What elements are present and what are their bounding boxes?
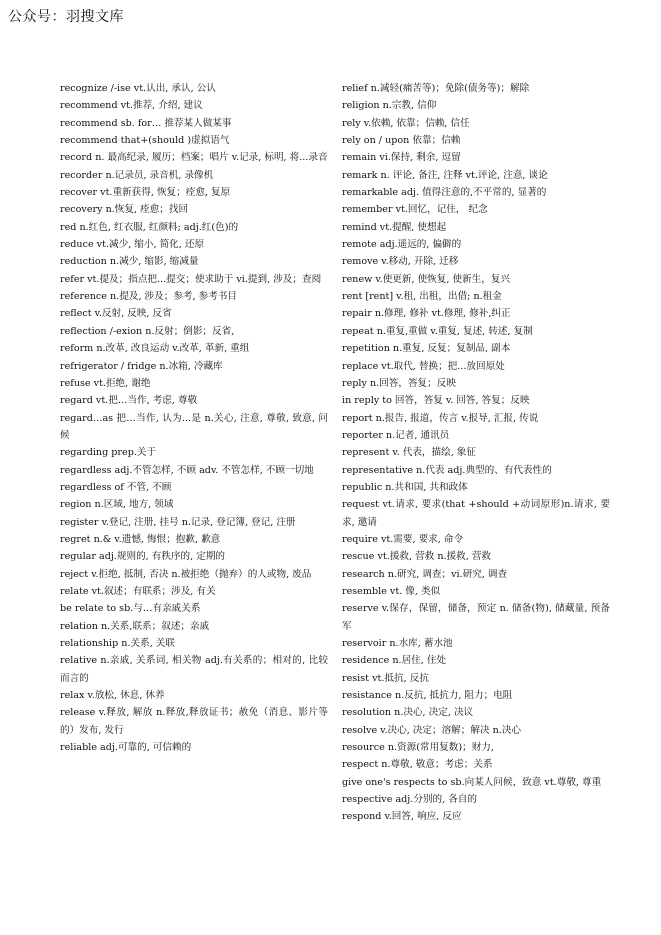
vocab-entry: regard vt.把…当作, 考虑, 尊敬 [60, 395, 198, 407]
vocab-entry: recorder n.记录员, 录音机, 录像机 [60, 169, 214, 181]
vocab-entry: rent [rent] v.租, 出租，出借; n.租金 [342, 291, 502, 303]
vocab-entry: respond v.回答, 响应, 反应 [342, 811, 462, 823]
vocab-entry: recommend that+(should )虚拟语气 [60, 135, 230, 147]
vocab-entry: reference n.提及, 涉及；参考, 参考书目 [60, 291, 237, 303]
vocab-entry: reply n.回答，答复；反映 [342, 377, 456, 389]
vocab-entry: regret n.& v.遗憾, 悔恨；抱歉, 歉意 [60, 533, 221, 545]
vocab-entry: remember vt.回忆，记住， 纪念 [342, 204, 488, 216]
vocab-entry: request vt.请求, 要求(that +should +动词原形)n.请求, 要求, 邀请 [342, 499, 610, 528]
vocab-entry: reduce vt.减少, 缩小, 简化, 还原 [60, 239, 205, 251]
vocab-entry: remark n. 评论, 备注, 注释 vt.评论, 注意, 谈论 [342, 169, 548, 181]
vocab-entry: remind vt.提醒, 使想起 [342, 221, 447, 233]
vocab-entry: recommend vt.推荐, 介绍, 建议 [60, 100, 203, 112]
vocab-entry: remarkable adj. 值得注意的,不平常的, 显著的 [342, 187, 547, 199]
vocab-entry: region n.区域, 地方, 领域 [60, 499, 174, 511]
vocab-entry: relax v.放松, 休息, 休养 [60, 690, 165, 702]
vocab-entry: be relate to sb.与…有亲戚关系 [60, 603, 201, 615]
vocab-entry: recover vt.重新获得, 恢复；痊愈, 复原 [60, 187, 231, 199]
left-column [60, 80, 328, 756]
vocab-entry: record n. 最高纪录, 履历；档案；唱片 v.记录, 标明, 将...录音 [60, 152, 328, 164]
vocab-entry: resolve v.决心, 决定；溶解；解决 n.决心 [342, 724, 522, 736]
page-header: 公众号：羽搜文库 [8, 9, 124, 25]
vocab-entry: research n.研究, 调查；vi.研究, 调查 [342, 568, 508, 580]
vocab-entry: resist vt.抵抗, 反抗 [342, 672, 429, 684]
vocab-entry: refuse vt.拒绝, 谢绝 [60, 377, 151, 389]
vocab-entry: rely v.依赖, 依靠；信赖, 信任 [342, 117, 470, 129]
vocab-entry: reject v.拒绝, 抵制, 否决 n.被拒绝（抛弃）的人或物, 废品 [60, 568, 312, 580]
vocab-entry: regard…as 把…当作, 认为...是 n.关心, 注意, 尊敬, 致意, 问候 [60, 412, 328, 441]
vocab-entry: reliable adj.可靠的, 可信赖的 [60, 742, 192, 754]
vocab-entry: refrigerator / fridge n.冰箱, 冷藏库 [60, 360, 223, 372]
vocab-entry: release v.释放, 解放 n.释放,释放证书；赦免（消息、影片等的）发布, 发行 [60, 707, 328, 736]
vocab-entry: relate vt.叙述；有联系；涉及, 有关 [60, 585, 216, 597]
vocab-entry: repeat n.重复,重做 v.重复, 复述, 转述, 复制 [342, 325, 533, 337]
vocab-entry: regardless of 不管, 不顾 [60, 481, 172, 493]
vocab-entry: replace vt.取代, 替换；把...放回原处 [342, 360, 505, 372]
vocab-entry: respect n.尊敬, 敬意；考虑；关系 [342, 759, 493, 771]
vocab-entry: reform n.改革, 改良运动 v.改革, 革新, 重组 [60, 343, 250, 355]
vocab-entry: relief n.减轻(痛苦等)；免除(债务等)；解除 [342, 83, 530, 94]
vocab-entry: relation n.关系,联系；叙述；亲戚 [60, 620, 210, 632]
vocab-entry: require vt.需要, 要求, 命令 [342, 533, 464, 545]
vocab-entry: report n.报告, 报道，传言 v.报导, 汇报, 传说 [342, 412, 539, 424]
vocab-entry: rescue vt.援救, 营救 n.援救, 营救 [342, 551, 492, 563]
vocab-entry: religion n.宗教, 信仰 [342, 100, 437, 112]
vocab-entry: relative n.亲戚, 关系词, 相关物 adj.有关系的；相对的, 比较而言的 [60, 655, 328, 684]
vocab-entry: resolution n.决心, 决定, 决议 [342, 707, 474, 719]
vocab-entry: regardless adj.不管怎样, 不顾 adv. 不管怎样, 不顾一切地 [60, 464, 314, 476]
vocab-entry: in reply to 回答，答复 v. 回答, 答复；反映 [342, 395, 530, 407]
vocab-entry: republic n.共和国, 共和政体 [342, 481, 468, 493]
vocab-entry: remove v.移动, 开除, 迁移 [342, 256, 459, 268]
right-column [342, 80, 610, 826]
vocab-entry: regular adj.规则的, 有秩序的, 定期的 [60, 551, 226, 563]
vocab-entry: reporter n.记者, 通讯员 [342, 429, 450, 441]
vocab-entry: reflection /-exion n.反射；倒影；反省, [60, 325, 235, 337]
vocab-entry: resource n.资源(常用复数)；财力, [342, 742, 494, 754]
vocab-entry: remain vi.保持, 剩余, 逗留 [342, 152, 461, 164]
vocab-entry: resemble vt. 像, 类似 [342, 585, 441, 597]
vocab-entry: reduction n.减少, 缩影, 缩减量 [60, 256, 199, 268]
vocab-entry: recognize /-ise vt.认出, 承认, 公认 [60, 83, 216, 94]
vocab-entry: refer vt.提及；指点把...提交；使求助于 vi.提到, 涉及；查阅 [60, 273, 322, 285]
vocab-entry: repair n.修理, 修补 vt.修理, 修补,纠正 [342, 308, 511, 320]
vocab-entry: resistance n.反抗, 抵抗力, 阻力；电阻 [342, 690, 513, 702]
vocab-entry: recommend sb. for… 推荐某人做某事 [60, 117, 232, 129]
vocab-entry: register v.登记, 注册, 挂号 n.记录, 登记簿, 登记, 注册 [60, 516, 296, 528]
vocab-entry: relationship n.关系, 关联 [60, 638, 175, 649]
vocab-entry: respective adj.分别的, 各自的 [342, 794, 477, 806]
vocab-entry: recovery n.恢复, 痊愈；找回 [60, 204, 189, 216]
vocab-entry: red n.红色, 红衣服, 红颜料; adj.红(色)的 [60, 221, 239, 233]
vocab-entry: remote adj.遥远的, 偏僻的 [342, 239, 462, 251]
vocab-entry: reservoir n.水库, 蓄水池 [342, 638, 453, 649]
vocab-entry: repetition n.重复, 反复；复制品, 副本 [342, 343, 511, 355]
vocab-entry: rely on / upon 依靠；信赖 [342, 135, 461, 147]
vocab-entry: regarding prep.关于 [60, 447, 157, 459]
vocab-entry: representative n.代表 adj.典型的、有代表性的 [342, 464, 552, 476]
vocab-entry: reflect v.反射, 反映, 反省 [60, 308, 172, 320]
vocab-entry: reserve v.保存，保留，储备，预定 n. 储备(物), 储藏量, 预备军 [342, 603, 610, 632]
vocab-entry: give one's respects to sb.向某人问候，致意 vt.尊敬, 尊重 [342, 776, 602, 788]
vocab-entry: renew v.使更新, 使恢复, 使新生，复兴 [342, 273, 511, 285]
vocab-entry: residence n.居住, 住处 [342, 655, 447, 667]
vocab-entry: represent v. 代表，描绘, 象征 [342, 447, 476, 459]
